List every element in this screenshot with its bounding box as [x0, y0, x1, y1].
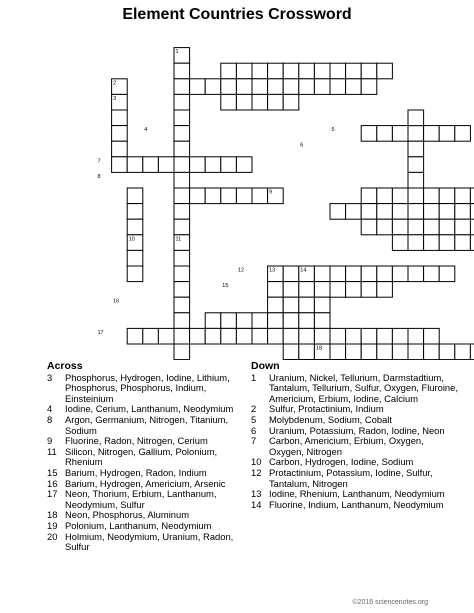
across-clue-number: 3 — [47, 371, 53, 383]
grid-cell[interactable] — [221, 79, 237, 95]
grid-cell[interactable] — [221, 188, 237, 204]
grid-cell[interactable] — [455, 204, 471, 220]
grid-cell[interactable] — [470, 204, 474, 220]
grid-cell[interactable] — [112, 157, 128, 173]
clue-number-label: 15 — [222, 283, 229, 290]
grid-cell[interactable] — [408, 219, 424, 235]
grid-cell[interactable] — [346, 344, 362, 360]
clue-number-label: 7 — [97, 158, 101, 165]
down-heading: Down — [251, 360, 280, 372]
grid-cell[interactable] — [127, 157, 143, 173]
across-clue-text: Fluorine, Radon, Nitrogen, Cerium — [65, 435, 208, 447]
grid-cell[interactable] — [190, 328, 206, 344]
clue-number-label: 2 — [113, 80, 117, 87]
grid-cell[interactable] — [377, 219, 393, 235]
grid-cell[interactable] — [205, 79, 221, 95]
grid-cell[interactable] — [236, 188, 252, 204]
grid-cell[interactable] — [268, 328, 284, 344]
grid-cell[interactable] — [314, 297, 330, 313]
grid-cell[interactable] — [346, 79, 362, 95]
grid-cell[interactable] — [252, 94, 268, 110]
grid-cell[interactable] — [174, 126, 190, 142]
grid-cell[interactable] — [283, 266, 299, 282]
grid-cell[interactable] — [439, 235, 455, 251]
grid-cell[interactable] — [439, 188, 455, 204]
page-title: Element Countries Crossword — [122, 6, 352, 23]
grid-cell[interactable] — [392, 266, 408, 282]
grid-cell[interactable] — [330, 344, 346, 360]
grid-cell[interactable] — [408, 110, 424, 126]
across-heading: Across — [47, 360, 83, 372]
grid-cell[interactable] — [330, 328, 346, 344]
grid-cell[interactable] — [283, 313, 299, 329]
across-clue-number: 8 — [47, 413, 53, 425]
grid-cell[interactable] — [377, 63, 393, 79]
across-clue-text: Argon, Germanium, Nitrogen, Titanium, Sodium — [65, 413, 229, 436]
grid-cell[interactable] — [112, 110, 128, 126]
grid-cell[interactable] — [252, 313, 268, 329]
clue-number-label: 18 — [315, 345, 323, 352]
across-clue-number: 19 — [47, 519, 58, 531]
grid-cell[interactable] — [470, 344, 474, 360]
grid-cell[interactable] — [314, 266, 330, 282]
grid-cell[interactable] — [283, 328, 299, 344]
grid-cell[interactable] — [143, 328, 159, 344]
grid-cell[interactable] — [221, 63, 237, 79]
grid-cell[interactable] — [439, 344, 455, 360]
grid-cell[interactable] — [299, 328, 315, 344]
grid-cell[interactable] — [143, 157, 159, 173]
grid-cell[interactable] — [174, 282, 190, 298]
grid-cell[interactable] — [346, 63, 362, 79]
grid-cell[interactable] — [127, 328, 143, 344]
grid-cell[interactable] — [268, 79, 284, 95]
grid-cell[interactable] — [377, 328, 393, 344]
grid-cell[interactable] — [252, 328, 268, 344]
grid-cell[interactable] — [439, 266, 455, 282]
grid-cell[interactable] — [439, 219, 455, 235]
grid-cell[interactable] — [299, 79, 315, 95]
grid-cell[interactable] — [424, 204, 440, 220]
across-clue-text: Holmium, Neodymium, Uranium, Radon, Sulfur — [65, 530, 234, 553]
grid-cell[interactable] — [252, 188, 268, 204]
grid-cell[interactable] — [408, 266, 424, 282]
grid-cell[interactable] — [283, 63, 299, 79]
grid-cell[interactable] — [439, 204, 455, 220]
grid-cell[interactable] — [299, 63, 315, 79]
grid-cell[interactable] — [205, 328, 221, 344]
down-clue — [251, 436, 461, 457]
clue-number-label: 16 — [113, 298, 120, 305]
across-clue-text: Barium, Hydrogen, Americium, Arsenic — [65, 477, 226, 489]
grid-cell[interactable] — [174, 204, 190, 220]
down-clue-number: 12 — [251, 466, 262, 478]
grid-cell[interactable] — [314, 328, 330, 344]
grid-cell[interactable] — [236, 63, 252, 79]
grid-cell[interactable] — [408, 328, 424, 344]
down-clue-text: Iodine, Rhenium, Lanthanum, Neodymium — [269, 488, 445, 500]
grid-cell[interactable] — [190, 157, 206, 173]
grid-cell[interactable] — [330, 266, 346, 282]
grid-cell[interactable] — [174, 297, 190, 313]
grid-cell[interactable] — [424, 188, 440, 204]
grid-cell[interactable] — [392, 188, 408, 204]
grid-cell[interactable] — [392, 126, 408, 142]
across-clue-text: Polonium, Lanthanum, Neodymium — [65, 519, 212, 531]
across-clue — [47, 468, 257, 479]
grid-cell[interactable] — [127, 219, 143, 235]
across-clue — [47, 447, 257, 468]
grid-cell[interactable] — [392, 219, 408, 235]
grid-cell[interactable] — [330, 204, 346, 220]
grid-cell[interactable] — [424, 328, 440, 344]
grid-cell[interactable] — [392, 204, 408, 220]
across-clue-number: 11 — [47, 445, 57, 457]
grid-cell[interactable] — [174, 188, 190, 204]
across-clue-text: Iodine, Cerium, Lanthanum, Neodymium — [65, 403, 234, 415]
grid-cell[interactable] — [174, 219, 190, 235]
grid-cell[interactable] — [408, 344, 424, 360]
grid-cell[interactable] — [408, 188, 424, 204]
clue-number-label: 11 — [175, 236, 182, 243]
grid-cell[interactable] — [283, 94, 299, 110]
grid-cell[interactable] — [455, 235, 471, 251]
grid-cell[interactable] — [361, 204, 377, 220]
grid-cell[interactable] — [392, 344, 408, 360]
down-clue — [251, 468, 461, 489]
grid-cell[interactable] — [377, 188, 393, 204]
down-clue-number: 2 — [251, 403, 257, 415]
across-clue-text: Silicon, Nitrogen, Gallium, Polonium, Rhenium — [65, 445, 218, 468]
grid-cell[interactable] — [377, 204, 393, 220]
grid-cell[interactable] — [330, 63, 346, 79]
grid-cell[interactable] — [361, 188, 377, 204]
grid-cell[interactable] — [283, 297, 299, 313]
across-clue-text: Neon, Thorium, Erbium, Lanthanum, Neodymium, Sulfur — [65, 488, 217, 510]
down-clue-text: Carbon, Hydrogen, Iodine, Sodium — [269, 456, 414, 468]
grid-cell[interactable] — [112, 126, 128, 142]
clue-number-label: 9 — [269, 189, 273, 196]
down-clue — [251, 373, 461, 405]
grid-cell[interactable] — [408, 126, 424, 142]
grid-cell[interactable] — [190, 79, 206, 95]
across-clue-number: 18 — [47, 509, 58, 521]
grid-cell[interactable] — [127, 188, 143, 204]
clue-number-label: 5 — [331, 127, 335, 134]
grid-cell[interactable] — [112, 141, 128, 157]
grid-cell[interactable] — [330, 79, 346, 95]
grid-cell[interactable] — [424, 344, 440, 360]
grid-cell[interactable] — [361, 126, 377, 142]
grid-cell[interactable] — [268, 297, 284, 313]
down-clue — [251, 500, 461, 511]
down-clue-text: Sulfur, Protactinium, Indium — [269, 403, 384, 415]
down-clue-text: Fluorine, Indium, Lanthanum, Neodymium — [269, 498, 444, 510]
across-clue-number: 15 — [47, 466, 58, 478]
clue-number-label: 12 — [237, 267, 245, 274]
grid-cell[interactable] — [299, 344, 315, 360]
across-clue — [47, 532, 257, 553]
down-clue-number: 1 — [251, 371, 257, 383]
grid-cell[interactable] — [174, 79, 190, 95]
grid-cell[interactable] — [299, 282, 315, 298]
clue-number-label: 6 — [300, 142, 304, 149]
down-clue-text: Carbon, Americium, Erbium, Oxygen, Oxygen, Nitrogen — [269, 435, 424, 457]
grid-cell[interactable] — [361, 266, 377, 282]
down-clue-number: 13 — [251, 488, 262, 500]
grid-cell[interactable] — [408, 204, 424, 220]
clue-number-label: 17 — [97, 329, 104, 336]
across-clue-text: Phosphorus, Hydrogen, Iodine, Lithium, Phosphorus, Phosphorus, Indium, Einsteinium — [65, 371, 230, 404]
grid-cell[interactable] — [174, 141, 190, 157]
down-clue-number: 14 — [251, 498, 262, 510]
grid-cell[interactable] — [330, 282, 346, 298]
down-clue-text: Uranium, Potassium, Radon, Iodine, Neon — [269, 424, 445, 436]
grid-cell[interactable] — [174, 250, 190, 266]
down-clue-text: Uranium, Nickel, Tellurium, Darmstadtium, Tantalum, Tellurium, Sulfur, Oxygen, Fluroine, Americium, Erbium, Iodine, Calcium — [269, 371, 458, 404]
grid-cell[interactable] — [408, 235, 424, 251]
grid-cell[interactable] — [361, 79, 377, 95]
grid-cell[interactable] — [377, 266, 393, 282]
grid-cell[interactable] — [127, 204, 143, 220]
grid-cell[interactable] — [252, 79, 268, 95]
down-clue-number: 5 — [251, 413, 257, 425]
clue-number-label: 1 — [175, 49, 179, 56]
grid-cell[interactable] — [392, 235, 408, 251]
grid-cell[interactable] — [299, 297, 315, 313]
grid-cell[interactable] — [174, 313, 190, 329]
grid-cell[interactable] — [455, 188, 471, 204]
grid-cell[interactable] — [455, 126, 471, 142]
grid-cell[interactable] — [361, 219, 377, 235]
grid-cell[interactable] — [158, 157, 174, 173]
grid-cell[interactable] — [346, 328, 362, 344]
grid-cell[interactable] — [470, 235, 474, 251]
grid-cell[interactable] — [377, 282, 393, 298]
across-clue — [47, 373, 257, 405]
clue-number-label: 14 — [300, 267, 307, 274]
grid-cell[interactable] — [424, 126, 440, 142]
grid-cell[interactable] — [174, 157, 190, 173]
grid-cell[interactable] — [377, 126, 393, 142]
grid-cell[interactable] — [424, 219, 440, 235]
clue-number-label: 10 — [128, 236, 135, 243]
grid-cell[interactable] — [127, 266, 143, 282]
grid-cell[interactable] — [408, 141, 424, 157]
grid-cell[interactable] — [408, 157, 424, 173]
grid-cell[interactable] — [283, 79, 299, 95]
across-clue-number: 4 — [47, 403, 53, 415]
grid-cell[interactable] — [174, 328, 190, 344]
grid-cell[interactable] — [221, 328, 237, 344]
grid-cell[interactable] — [190, 188, 206, 204]
grid-cell[interactable] — [346, 266, 362, 282]
grid-cell[interactable] — [346, 204, 362, 220]
down-clues — [251, 361, 461, 510]
across-clue-number: 16 — [47, 477, 58, 489]
across-clue-number: 9 — [47, 435, 53, 447]
grid-cell[interactable] — [205, 313, 221, 329]
grid-cell[interactable] — [314, 79, 330, 95]
grid-cell[interactable] — [283, 344, 299, 360]
clue-number-label: 13 — [269, 267, 276, 274]
grid-cell[interactable] — [377, 344, 393, 360]
down-clue-number: 7 — [251, 435, 257, 447]
grid-cell[interactable] — [221, 94, 237, 110]
grid-cell[interactable] — [268, 63, 284, 79]
across-clues — [47, 361, 257, 553]
grid-cell[interactable] — [268, 282, 284, 298]
grid-cell[interactable] — [424, 235, 440, 251]
grid-cell[interactable] — [174, 110, 190, 126]
grid-cell[interactable] — [158, 328, 174, 344]
grid-cell[interactable] — [236, 157, 252, 173]
grid-cell[interactable] — [236, 79, 252, 95]
grid-cell[interactable] — [470, 188, 474, 204]
grid-cell[interactable] — [314, 282, 330, 298]
clue-number-label: 4 — [144, 127, 148, 134]
grid-cell[interactable] — [205, 188, 221, 204]
down-clue-text: Protactinium, Potassium, Iodine, Sulfur, Tantalum, Nitrogen — [269, 466, 433, 489]
grid-cell[interactable] — [299, 313, 315, 329]
grid-cell[interactable] — [236, 94, 252, 110]
grid-cell[interactable] — [283, 282, 299, 298]
grid-cell[interactable] — [221, 313, 237, 329]
grid-cell[interactable] — [174, 344, 190, 360]
grid-cell[interactable] — [361, 282, 377, 298]
grid-cell[interactable] — [314, 63, 330, 79]
grid-cell[interactable] — [455, 219, 471, 235]
clue-number-label: 3 — [113, 95, 117, 102]
grid-cell[interactable] — [455, 344, 471, 360]
grid-cell[interactable] — [361, 63, 377, 79]
across-clue-text: Neon, Phosphorus, Aluminum — [65, 509, 190, 521]
grid-cell[interactable] — [314, 313, 330, 329]
grid-cell[interactable] — [174, 94, 190, 110]
across-clue-number: 17 — [47, 488, 58, 500]
grid-cell[interactable] — [361, 344, 377, 360]
grid-cell[interactable] — [252, 63, 268, 79]
grid-cell[interactable] — [268, 94, 284, 110]
grid-cell[interactable] — [236, 328, 252, 344]
clue-number-label: 8 — [97, 173, 101, 180]
grid-cell[interactable] — [268, 313, 284, 329]
copyright-footer: ©2016 sciencenotes.org — [352, 599, 428, 606]
grid-cell[interactable] — [346, 282, 362, 298]
across-clue — [47, 489, 257, 510]
across-clue-number: 20 — [47, 530, 58, 542]
grid-cell[interactable] — [174, 172, 190, 188]
across-clue — [47, 415, 257, 436]
grid-cell[interactable] — [174, 266, 190, 282]
down-clue-text: Molybdenum, Sodium, Cobalt — [269, 413, 392, 425]
across-clue-text: Barium, Hydrogen, Radon, Indium — [65, 466, 207, 478]
across-clue — [47, 521, 257, 532]
down-clue — [251, 415, 461, 426]
grid-cell[interactable] — [439, 126, 455, 142]
down-clue-number: 6 — [251, 424, 257, 436]
grid-cell[interactable] — [408, 172, 424, 188]
grid-cell[interactable] — [392, 328, 408, 344]
grid-cell[interactable] — [236, 313, 252, 329]
grid-cell[interactable] — [205, 157, 221, 173]
grid-cell[interactable] — [174, 63, 190, 79]
grid-cell[interactable] — [221, 157, 237, 173]
grid-cell[interactable] — [127, 250, 143, 266]
grid-cell[interactable] — [361, 328, 377, 344]
down-clue-number: 10 — [251, 456, 262, 468]
grid-cell[interactable] — [424, 266, 440, 282]
